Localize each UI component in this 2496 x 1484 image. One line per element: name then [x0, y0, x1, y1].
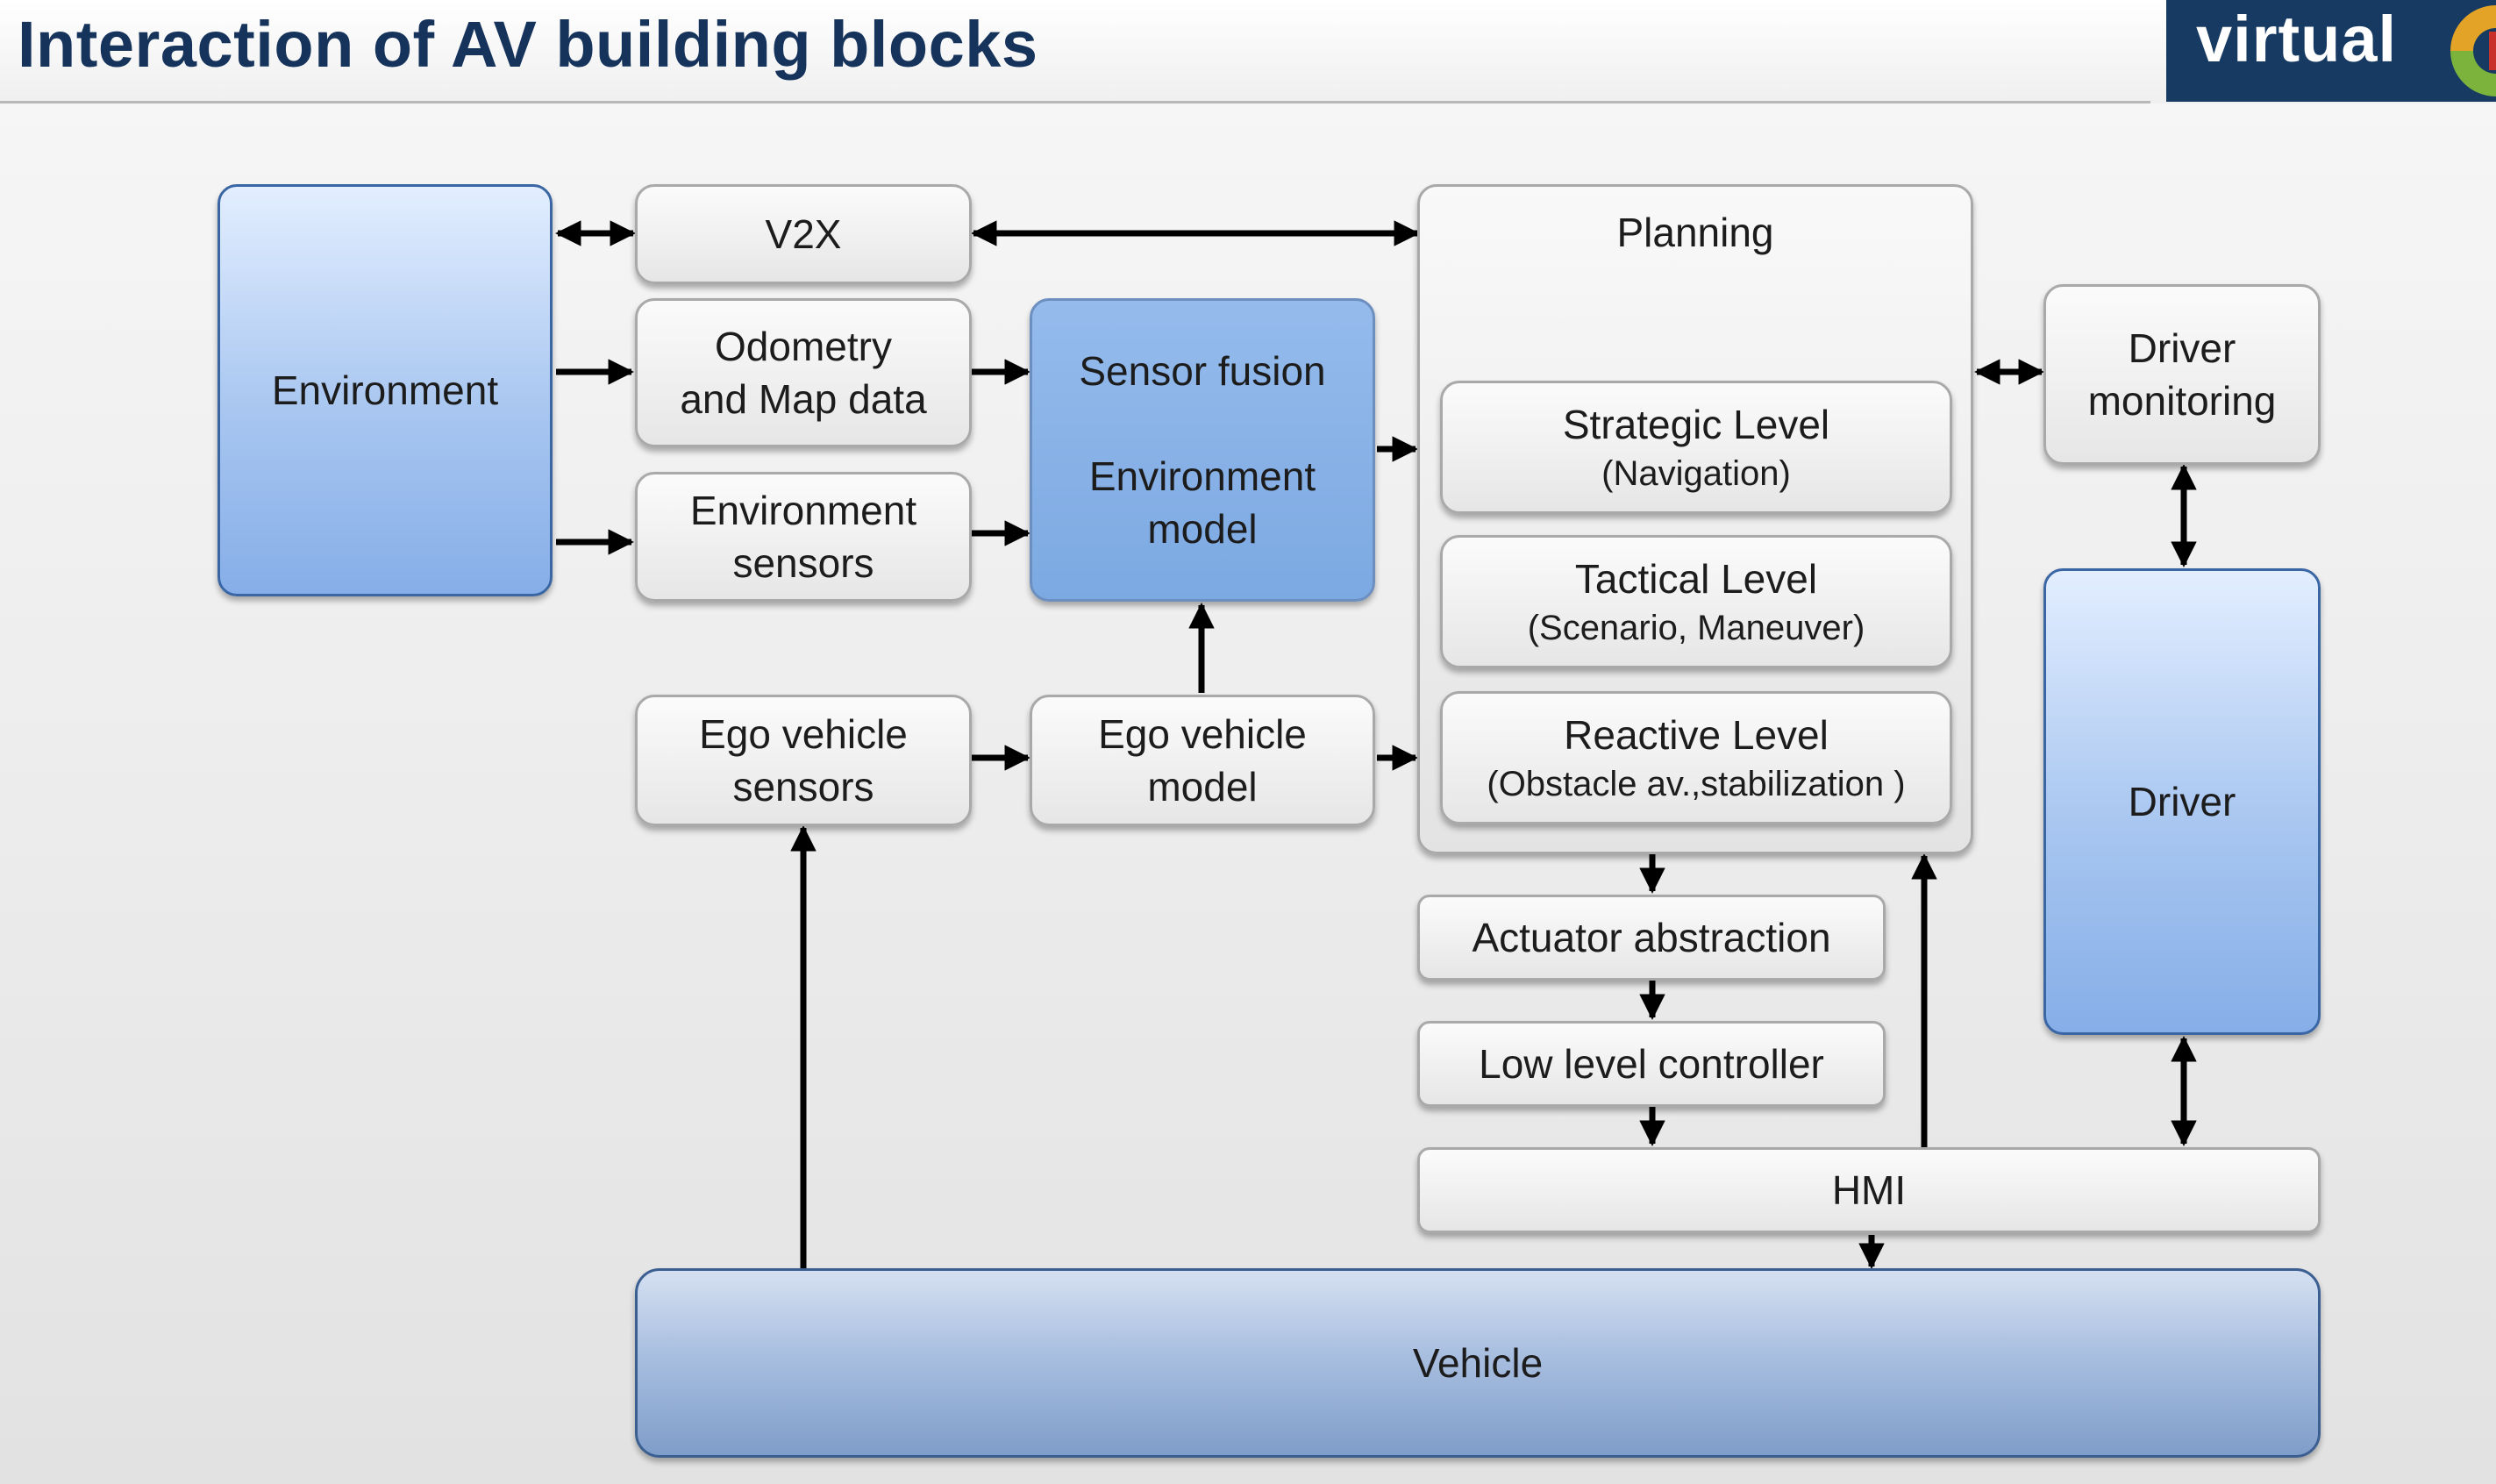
reactive-level-block [1440, 691, 1952, 824]
v2x-label: V2X [765, 211, 842, 257]
slide-title: Interaction of AV building blocks [18, 8, 1038, 81]
tactical-level-detail: (Scenario, Maneuver) [1527, 609, 1865, 647]
sensor-fusion-block [1030, 298, 1375, 602]
ego-vehicle-sensors-block [635, 695, 972, 826]
odometry-label-line1: Odometry [715, 324, 892, 369]
environment-label: Environment [271, 367, 499, 413]
ego-model-label-line1: Ego vehicle [1098, 711, 1307, 757]
ego-model-label-line2: model [1147, 764, 1258, 810]
vehicle-label: Vehicle [1412, 1340, 1544, 1386]
hmi-block [1417, 1147, 2321, 1233]
low-level-controller-block [1417, 1021, 1886, 1107]
odometry-map-block [635, 298, 972, 447]
environment-model-label-line2: model [1147, 506, 1258, 552]
ego-sensors-label-line2: sensors [732, 764, 874, 810]
reactive-level-detail: (Obstacle av.,stabilization ) [1487, 765, 1906, 803]
strategic-level-block [1440, 381, 1952, 514]
env-sensors-label-line1: Environment [689, 488, 917, 533]
vehicle-block [635, 1268, 2321, 1458]
hmi-label: HMI [1831, 1167, 1907, 1213]
odometry-label-line2: and Map data [680, 376, 927, 422]
env-sensors-label-line2: sensors [732, 540, 874, 586]
reactive-level-label: Reactive Level [1564, 712, 1829, 758]
environment-block [218, 184, 553, 596]
driver-monitoring-label-line1: Driver [2128, 325, 2236, 371]
driver-monitoring-block [2043, 284, 2321, 465]
driver-label: Driver [2128, 779, 2236, 824]
low-level-controller-label: Low level controller [1479, 1041, 1824, 1087]
tactical-level-block [1440, 535, 1952, 668]
actuator-abstraction-label: Actuator abstraction [1472, 915, 1831, 960]
actuator-abstraction-block [1417, 895, 1886, 981]
environment-sensors-block [635, 472, 972, 602]
ego-sensors-label-line1: Ego vehicle [699, 711, 908, 757]
planning-title: Planning [1616, 210, 1774, 255]
tactical-level-label: Tactical Level [1574, 556, 1818, 602]
environment-model-label-line1: Environment [1088, 453, 1316, 499]
driver-block [2043, 568, 2321, 1035]
strategic-level-detail: (Navigation) [1601, 454, 1791, 493]
ego-vehicle-model-block [1030, 695, 1375, 826]
strategic-level-label: Strategic Level [1562, 402, 1830, 447]
v2x-block [635, 184, 972, 284]
driver-monitoring-label-line2: monitoring [2087, 378, 2277, 424]
logo-text: virtual [2196, 3, 2398, 75]
sensor-fusion-label: Sensor fusion [1079, 348, 1326, 394]
